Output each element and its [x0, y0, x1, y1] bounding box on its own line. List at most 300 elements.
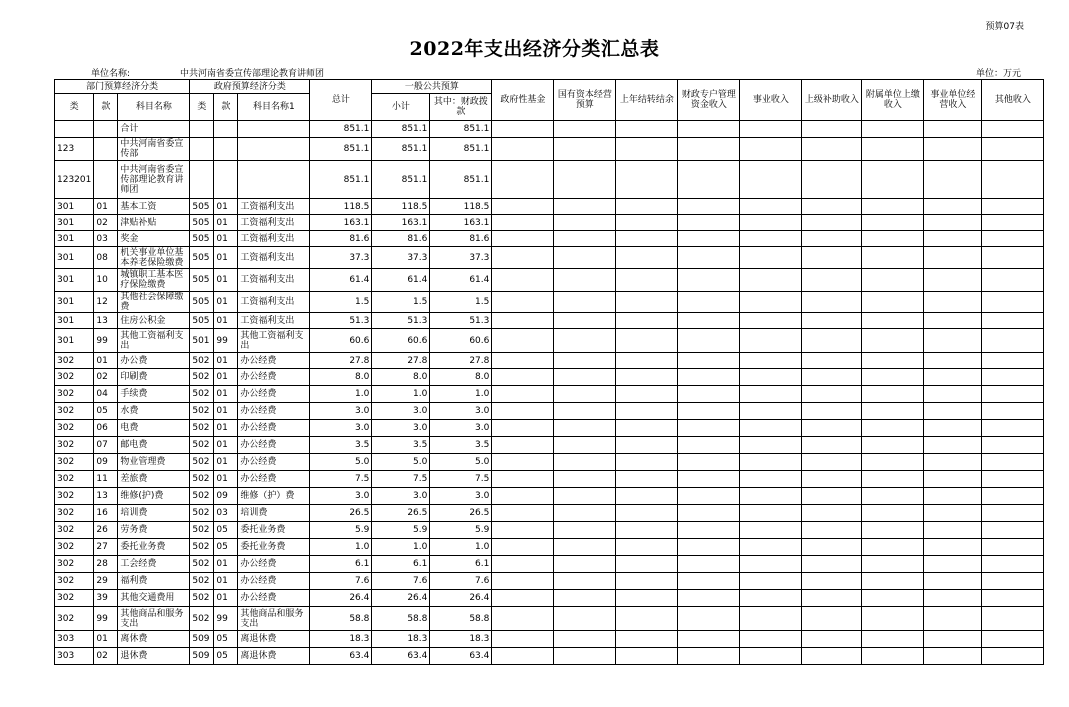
cell-gov-kuan: 01 [214, 247, 238, 269]
cell-empty [678, 631, 740, 648]
table-row [55, 573, 1044, 590]
cell-empty [554, 488, 616, 505]
cell-gov-kuan: 01 [214, 403, 238, 420]
table-row [55, 471, 1044, 488]
cell-empty [554, 269, 616, 292]
cell-empty [678, 215, 740, 231]
cell-gov-subject [238, 161, 310, 199]
cell-empty [862, 313, 924, 329]
cell-empty [554, 121, 616, 138]
cell-empty [924, 329, 982, 353]
cell-gov-subject: 办公经费 [238, 590, 310, 607]
cell-empty [924, 138, 982, 161]
cell-fiscal-grant: 1.0 [430, 539, 492, 556]
cell-empty [492, 573, 554, 590]
cell-dept-kuan: 03 [94, 231, 118, 247]
cell-empty [982, 539, 1044, 556]
cell-empty [678, 648, 740, 665]
cell-dept-subject: 合计 [118, 121, 190, 138]
table-row [55, 505, 1044, 522]
cell-gov-lei: 505 [190, 313, 214, 329]
cell-gov-kuan: 01 [214, 573, 238, 590]
cell-gov-subject: 工资福利支出 [238, 231, 310, 247]
cell-empty [678, 539, 740, 556]
cell-gov-lei [190, 138, 214, 161]
cell-empty [616, 386, 678, 403]
cell-dept-lei: 303 [55, 631, 94, 648]
cell-empty [862, 471, 924, 488]
cell-empty [740, 631, 802, 648]
cell-gov-lei: 502 [190, 522, 214, 539]
table-row [55, 403, 1044, 420]
table-row [55, 607, 1044, 631]
cell-dept-subject: 机关事业单位基本养老保险缴费 [118, 247, 190, 269]
cell-dept-lei: 301 [55, 231, 94, 247]
cell-gov-lei [190, 161, 214, 199]
cell-gov-lei: 502 [190, 556, 214, 573]
cell-dept-lei: 302 [55, 454, 94, 471]
table-row [55, 231, 1044, 247]
cell-empty [982, 403, 1044, 420]
cell-total: 851.1 [310, 161, 372, 199]
cell-subtotal: 163.1 [372, 215, 430, 231]
header-gov-fund: 政府性基金 [492, 80, 554, 121]
cell-empty [616, 199, 678, 215]
cell-total: 27.8 [310, 353, 372, 369]
cell-empty [740, 231, 802, 247]
header-dept-kuan: 款 [94, 94, 118, 121]
cell-empty [982, 631, 1044, 648]
cell-empty [924, 313, 982, 329]
cell-total: 37.3 [310, 247, 372, 269]
header-fiscal-grant: 其中：财政拨款 [430, 94, 492, 121]
cell-fiscal-grant: 6.1 [430, 556, 492, 573]
cell-gov-lei: 502 [190, 573, 214, 590]
cell-empty [802, 121, 862, 138]
cell-fiscal-grant: 7.5 [430, 471, 492, 488]
cell-gov-subject: 工资福利支出 [238, 313, 310, 329]
cell-dept-lei: 301 [55, 269, 94, 292]
cell-fiscal-grant: 3.0 [430, 420, 492, 437]
cell-dept-kuan: 04 [94, 386, 118, 403]
cell-empty [678, 369, 740, 386]
cell-empty [492, 437, 554, 454]
cell-fiscal-grant: 7.6 [430, 573, 492, 590]
cell-empty [492, 590, 554, 607]
cell-fiscal-grant: 851.1 [430, 121, 492, 138]
cell-gov-kuan: 01 [214, 353, 238, 369]
cell-dept-subject: 基本工资 [118, 199, 190, 215]
cell-dept-subject: 水费 [118, 403, 190, 420]
cell-empty [492, 138, 554, 161]
cell-dept-kuan: 06 [94, 420, 118, 437]
cell-empty [802, 539, 862, 556]
cell-gov-kuan [214, 121, 238, 138]
cell-empty [862, 403, 924, 420]
cell-subtotal: 27.8 [372, 353, 430, 369]
cell-gov-lei: 502 [190, 590, 214, 607]
cell-dept-subject: 差旅费 [118, 471, 190, 488]
cell-total: 26.4 [310, 590, 372, 607]
cell-empty [554, 454, 616, 471]
cell-gov-lei: 505 [190, 199, 214, 215]
cell-gov-kuan: 01 [214, 556, 238, 573]
cell-dept-subject: 劳务费 [118, 522, 190, 539]
cell-dept-subject: 物业管理费 [118, 454, 190, 471]
cell-empty [678, 420, 740, 437]
cell-dept-lei: 301 [55, 292, 94, 313]
cell-dept-subject: 邮电费 [118, 437, 190, 454]
money-unit: 单位：万元 [975, 69, 1021, 79]
table-row [55, 292, 1044, 313]
cell-empty [554, 556, 616, 573]
cell-empty [802, 522, 862, 539]
cell-empty [982, 353, 1044, 369]
cell-empty [924, 403, 982, 420]
cell-empty [616, 161, 678, 199]
cell-gov-subject: 办公经费 [238, 353, 310, 369]
cell-gov-kuan: 01 [214, 386, 238, 403]
cell-gov-kuan: 05 [214, 631, 238, 648]
table-row [55, 631, 1044, 648]
cell-empty [678, 386, 740, 403]
cell-empty [554, 505, 616, 522]
cell-gov-kuan: 01 [214, 369, 238, 386]
cell-empty [924, 556, 982, 573]
cell-empty [740, 454, 802, 471]
cell-empty [678, 471, 740, 488]
cell-fiscal-grant: 3.5 [430, 437, 492, 454]
cell-dept-lei: 123 [55, 138, 94, 161]
cell-empty [554, 369, 616, 386]
cell-dept-lei: 302 [55, 505, 94, 522]
cell-empty [982, 269, 1044, 292]
cell-empty [554, 607, 616, 631]
cell-empty [862, 539, 924, 556]
cell-empty [982, 488, 1044, 505]
cell-gov-subject [238, 138, 310, 161]
cell-total: 163.1 [310, 215, 372, 231]
cell-gov-subject: 其他商品和服务支出 [238, 607, 310, 631]
cell-dept-kuan: 05 [94, 403, 118, 420]
cell-dept-kuan: 01 [94, 199, 118, 215]
cell-fiscal-grant: 63.4 [430, 648, 492, 665]
cell-empty [554, 420, 616, 437]
cell-empty [492, 556, 554, 573]
table-row [55, 386, 1044, 403]
cell-total: 58.8 [310, 607, 372, 631]
header-public-budget: 一般公共预算 [372, 80, 492, 94]
cell-empty [554, 215, 616, 231]
cell-empty [492, 471, 554, 488]
cell-gov-kuan: 03 [214, 505, 238, 522]
cell-subtotal: 851.1 [372, 138, 430, 161]
cell-empty [678, 573, 740, 590]
cell-empty [616, 403, 678, 420]
cell-subtotal: 81.6 [372, 231, 430, 247]
cell-empty [924, 573, 982, 590]
cell-dept-lei: 302 [55, 590, 94, 607]
cell-gov-lei: 505 [190, 231, 214, 247]
cell-empty [862, 648, 924, 665]
cell-total: 81.6 [310, 231, 372, 247]
cell-empty [862, 269, 924, 292]
cell-gov-lei: 502 [190, 369, 214, 386]
cell-empty [924, 607, 982, 631]
cell-dept-lei: 303 [55, 648, 94, 665]
cell-empty [924, 161, 982, 199]
cell-empty [554, 590, 616, 607]
cell-empty [802, 573, 862, 590]
cell-empty [678, 292, 740, 313]
page-title: 2022年支出经济分类汇总表 [409, 38, 660, 60]
cell-empty [862, 437, 924, 454]
cell-empty [924, 471, 982, 488]
cell-dept-kuan: 29 [94, 573, 118, 590]
cell-empty [982, 247, 1044, 269]
cell-gov-subject: 维修（护）费 [238, 488, 310, 505]
cell-dept-kuan: 28 [94, 556, 118, 573]
cell-subtotal: 5.9 [372, 522, 430, 539]
cell-empty [616, 505, 678, 522]
cell-empty [616, 329, 678, 353]
cell-empty [982, 121, 1044, 138]
cell-gov-subject: 培训费 [238, 505, 310, 522]
cell-gov-kuan: 05 [214, 648, 238, 665]
cell-dept-kuan: 13 [94, 313, 118, 329]
cell-gov-subject: 办公经费 [238, 403, 310, 420]
cell-empty [616, 607, 678, 631]
cell-dept-kuan [94, 161, 118, 199]
cell-subtotal: 118.5 [372, 199, 430, 215]
cell-empty [802, 161, 862, 199]
cell-fiscal-grant: 851.1 [430, 161, 492, 199]
cell-empty [924, 247, 982, 269]
cell-dept-kuan: 08 [94, 247, 118, 269]
cell-gov-lei: 502 [190, 539, 214, 556]
cell-gov-subject [238, 121, 310, 138]
cell-dept-subject: 退休费 [118, 648, 190, 665]
cell-empty [802, 631, 862, 648]
cell-total: 61.4 [310, 269, 372, 292]
cell-subtotal: 3.0 [372, 488, 430, 505]
cell-empty [492, 607, 554, 631]
cell-empty [862, 247, 924, 269]
cell-empty [982, 471, 1044, 488]
cell-gov-kuan: 01 [214, 199, 238, 215]
header-affiliated-income: 附属单位上缴收入 [862, 80, 924, 121]
cell-empty [616, 631, 678, 648]
cell-gov-subject: 工资福利支出 [238, 199, 310, 215]
cell-empty [924, 121, 982, 138]
cell-dept-kuan: 11 [94, 471, 118, 488]
cell-gov-lei: 502 [190, 403, 214, 420]
cell-empty [616, 313, 678, 329]
cell-total: 1.0 [310, 386, 372, 403]
cell-dept-lei: 302 [55, 539, 94, 556]
cell-empty [740, 161, 802, 199]
cell-dept-lei: 301 [55, 199, 94, 215]
cell-empty [802, 231, 862, 247]
cell-subtotal: 3.0 [372, 403, 430, 420]
cell-gov-lei: 509 [190, 631, 214, 648]
cell-gov-kuan: 01 [214, 590, 238, 607]
cell-dept-lei: 302 [55, 369, 94, 386]
cell-empty [616, 488, 678, 505]
cell-empty [554, 353, 616, 369]
cell-empty [678, 329, 740, 353]
cell-total: 1.0 [310, 539, 372, 556]
cell-empty [492, 454, 554, 471]
cell-empty [740, 269, 802, 292]
cell-empty [678, 607, 740, 631]
cell-dept-kuan: 26 [94, 522, 118, 539]
cell-empty [802, 420, 862, 437]
cell-dept-subject: 其他交通费用 [118, 590, 190, 607]
cell-gov-lei: 502 [190, 488, 214, 505]
cell-gov-subject: 办公经费 [238, 386, 310, 403]
cell-gov-subject: 工资福利支出 [238, 292, 310, 313]
header-dept-lei: 类 [55, 94, 94, 121]
cell-empty [862, 161, 924, 199]
cell-empty [492, 269, 554, 292]
header-business-income: 事业收入 [740, 80, 802, 121]
cell-gov-kuan: 01 [214, 215, 238, 231]
cell-empty [492, 522, 554, 539]
cell-empty [982, 573, 1044, 590]
cell-empty [678, 403, 740, 420]
cell-total: 3.0 [310, 420, 372, 437]
cell-gov-kuan: 01 [214, 231, 238, 247]
cell-fiscal-grant: 851.1 [430, 138, 492, 161]
cell-empty [924, 199, 982, 215]
cell-empty [982, 138, 1044, 161]
cell-gov-kuan [214, 138, 238, 161]
cell-empty [740, 313, 802, 329]
cell-subtotal: 851.1 [372, 121, 430, 138]
cell-dept-lei: 301 [55, 313, 94, 329]
cell-dept-subject: 城镇职工基本医疗保险缴费 [118, 269, 190, 292]
cell-dept-kuan: 01 [94, 353, 118, 369]
cell-dept-lei: 302 [55, 386, 94, 403]
cell-total: 3.5 [310, 437, 372, 454]
cell-total: 6.1 [310, 556, 372, 573]
cell-subtotal: 58.8 [372, 607, 430, 631]
cell-empty [802, 454, 862, 471]
cell-empty [802, 556, 862, 573]
cell-empty [982, 369, 1044, 386]
cell-empty [862, 607, 924, 631]
cell-dept-subject: 维修(护)费 [118, 488, 190, 505]
cell-empty [554, 313, 616, 329]
cell-empty [554, 437, 616, 454]
table-row [55, 488, 1044, 505]
unit-name-label: 单位名称: [91, 69, 131, 79]
cell-gov-kuan: 01 [214, 292, 238, 313]
cell-empty [492, 648, 554, 665]
cell-empty [740, 556, 802, 573]
cell-empty [802, 590, 862, 607]
cell-subtotal: 1.0 [372, 539, 430, 556]
cell-empty [924, 505, 982, 522]
cell-empty [924, 292, 982, 313]
cell-gov-kuan: 05 [214, 522, 238, 539]
cell-empty [492, 215, 554, 231]
cell-empty [678, 161, 740, 199]
cell-fiscal-grant: 81.6 [430, 231, 492, 247]
cell-empty [492, 353, 554, 369]
cell-empty [802, 199, 862, 215]
cell-empty [982, 386, 1044, 403]
cell-fiscal-grant: 118.5 [430, 199, 492, 215]
cell-fiscal-grant: 37.3 [430, 247, 492, 269]
cell-fiscal-grant: 1.0 [430, 386, 492, 403]
cell-gov-subject: 办公经费 [238, 420, 310, 437]
cell-dept-kuan: 13 [94, 488, 118, 505]
cell-empty [982, 199, 1044, 215]
cell-dept-subject: 印刷费 [118, 369, 190, 386]
cell-empty [740, 215, 802, 231]
cell-empty [554, 292, 616, 313]
cell-empty [802, 353, 862, 369]
cell-gov-subject: 离退休费 [238, 631, 310, 648]
cell-dept-subject: 奖金 [118, 231, 190, 247]
cell-empty [862, 199, 924, 215]
cell-empty [862, 454, 924, 471]
cell-empty [492, 539, 554, 556]
cell-empty [678, 590, 740, 607]
cell-empty [678, 231, 740, 247]
cell-empty [924, 386, 982, 403]
cell-empty [678, 522, 740, 539]
cell-gov-lei: 505 [190, 292, 214, 313]
cell-empty [492, 313, 554, 329]
form-number: 预算07表 [985, 22, 1024, 32]
cell-empty [862, 292, 924, 313]
cell-fiscal-grant: 26.5 [430, 505, 492, 522]
cell-empty [802, 386, 862, 403]
cell-dept-kuan [94, 121, 118, 138]
cell-empty [802, 247, 862, 269]
cell-empty [862, 353, 924, 369]
cell-empty [862, 231, 924, 247]
cell-empty [982, 505, 1044, 522]
cell-dept-lei: 302 [55, 522, 94, 539]
cell-total: 7.6 [310, 573, 372, 590]
cell-gov-subject: 办公经费 [238, 556, 310, 573]
cell-empty [924, 631, 982, 648]
cell-empty [678, 121, 740, 138]
cell-empty [862, 573, 924, 590]
cell-empty [678, 313, 740, 329]
cell-gov-lei: 505 [190, 269, 214, 292]
table-row [55, 369, 1044, 386]
cell-total: 18.3 [310, 631, 372, 648]
cell-empty [802, 488, 862, 505]
cell-empty [616, 231, 678, 247]
cell-dept-kuan: 27 [94, 539, 118, 556]
cell-empty [924, 437, 982, 454]
table-row [55, 420, 1044, 437]
cell-empty [740, 199, 802, 215]
cell-empty [616, 556, 678, 573]
header-operation-income: 事业单位经营收入 [924, 80, 982, 121]
cell-fiscal-grant: 58.8 [430, 607, 492, 631]
cell-fiscal-grant: 27.8 [430, 353, 492, 369]
cell-gov-subject: 离退休费 [238, 648, 310, 665]
cell-empty [492, 631, 554, 648]
cell-total: 851.1 [310, 138, 372, 161]
